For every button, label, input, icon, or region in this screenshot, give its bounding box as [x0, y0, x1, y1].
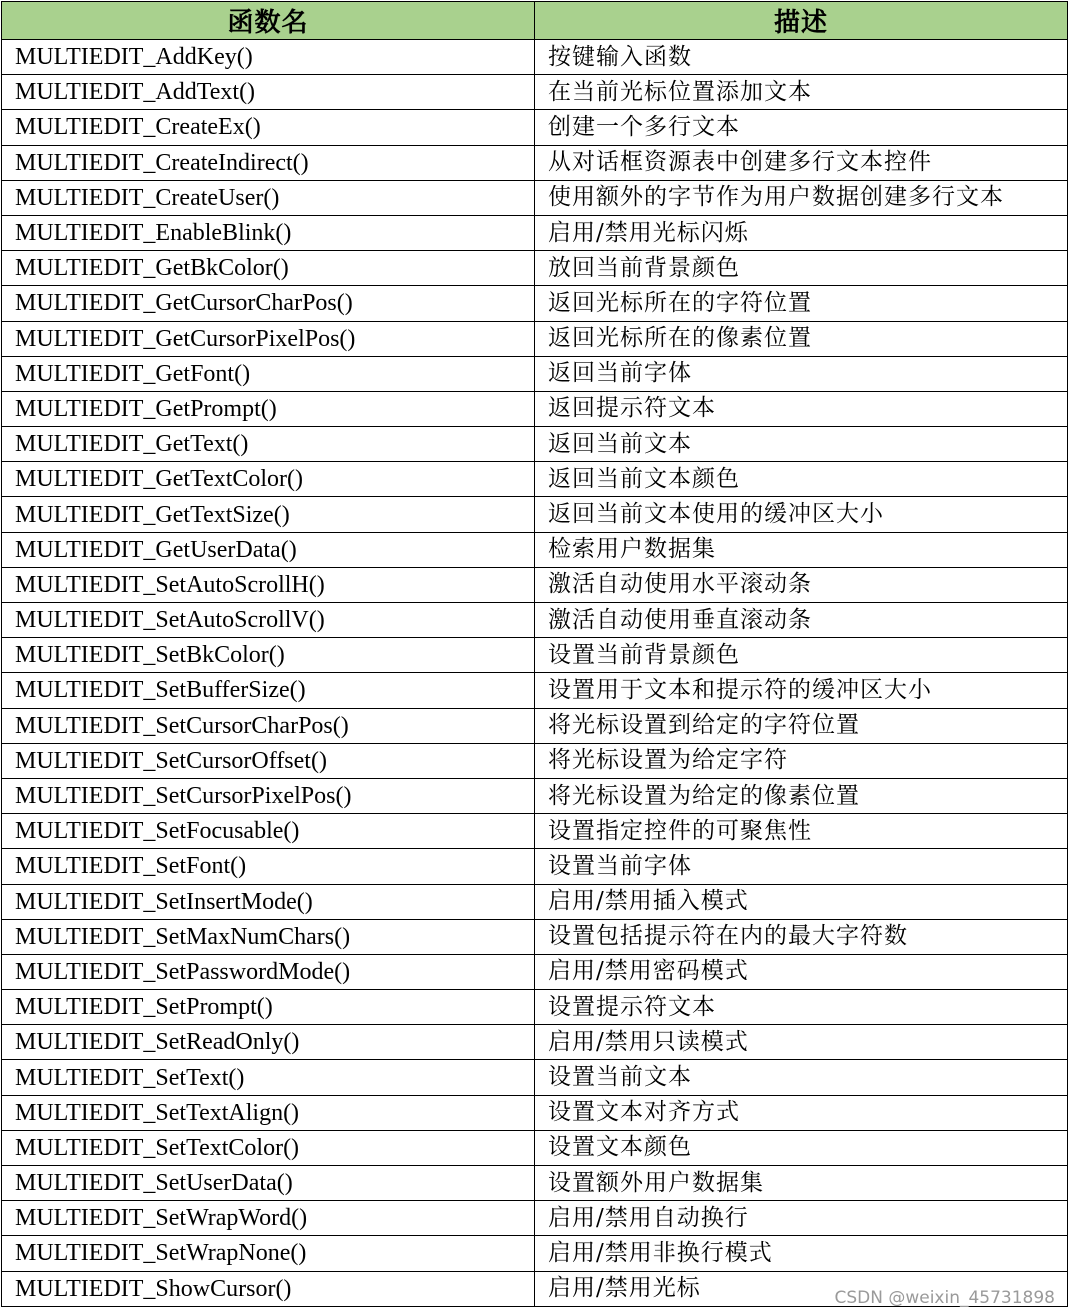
table-row: [2, 497, 1068, 532]
description-cell: 设置文本颜色: [535, 1130, 1068, 1165]
function-name-cell: MULTIEDIT_ShowCursor(): [2, 1271, 535, 1306]
description-cell: 设置指定控件的可聚焦性: [535, 814, 1068, 849]
function-name-cell: MULTIEDIT_GetTextColor(): [2, 462, 535, 497]
table-row: [2, 1130, 1068, 1165]
table-row: [2, 919, 1068, 954]
table-row: [2, 1060, 1068, 1095]
function-name-cell: MULTIEDIT_CreateUser(): [2, 180, 535, 215]
description-cell: 设置包括提示符在内的最大字符数: [535, 919, 1068, 954]
table-row: [2, 673, 1068, 708]
function-name-cell: MULTIEDIT_GetTextSize(): [2, 497, 535, 532]
description-cell: 激活自动使用水平滚动条: [535, 567, 1068, 602]
description-cell: 设置当前文本: [535, 1060, 1068, 1095]
description-cell: 返回光标所在的像素位置: [535, 321, 1068, 356]
table-row: [2, 567, 1068, 602]
function-name-cell: MULTIEDIT_SetBkColor(): [2, 638, 535, 673]
description-cell: 设置提示符文本: [535, 990, 1068, 1025]
function-name-cell: MULTIEDIT_SetPasswordMode(): [2, 954, 535, 989]
function-name-cell: MULTIEDIT_CreateIndirect(): [2, 145, 535, 180]
description-cell: 放回当前背景颜色: [535, 251, 1068, 286]
description-cell: 启用/禁用密码模式: [535, 954, 1068, 989]
function-name-cell: MULTIEDIT_SetFocusable(): [2, 814, 535, 849]
function-name-cell: MULTIEDIT_SetWrapWord(): [2, 1201, 535, 1236]
description-cell: 检索用户数据集: [535, 532, 1068, 567]
function-name-cell: MULTIEDIT_SetPrompt(): [2, 990, 535, 1025]
description-cell: 启用/禁用自动换行: [535, 1201, 1068, 1236]
function-name-cell: MULTIEDIT_GetCursorCharPos(): [2, 286, 535, 321]
table-row: [2, 1025, 1068, 1060]
table-row: [2, 1095, 1068, 1130]
table-row: [2, 954, 1068, 989]
description-cell: 返回光标所在的字符位置: [535, 286, 1068, 321]
function-name-cell: MULTIEDIT_SetCursorOffset(): [2, 743, 535, 778]
table-row: [2, 884, 1068, 919]
function-name-cell: MULTIEDIT_SetReadOnly(): [2, 1025, 535, 1060]
table-row: [2, 1166, 1068, 1201]
table-row: [2, 391, 1068, 426]
function-name-cell: MULTIEDIT_AddText(): [2, 75, 535, 110]
table-row: [2, 75, 1068, 110]
function-name-cell: MULTIEDIT_SetCursorCharPos(): [2, 708, 535, 743]
table-row: [2, 462, 1068, 497]
table-row: [2, 1236, 1068, 1271]
function-name-cell: MULTIEDIT_AddKey(): [2, 40, 535, 75]
table-row: [2, 286, 1068, 321]
description-cell: 按键输入函数: [535, 40, 1068, 75]
header-row: [2, 2, 1068, 40]
function-name-cell: MULTIEDIT_GetBkColor(): [2, 251, 535, 286]
table-row: [2, 321, 1068, 356]
table-row: [2, 180, 1068, 215]
function-name-cell: MULTIEDIT_SetTextColor(): [2, 1130, 535, 1165]
header-function-name: 函数名: [2, 2, 535, 40]
description-cell: 将光标设置为给定字符: [535, 743, 1068, 778]
description-cell: 在当前光标位置添加文本: [535, 75, 1068, 110]
description-cell: 将光标设置到给定的字符位置: [535, 708, 1068, 743]
table-row: [2, 603, 1068, 638]
table-row: [2, 778, 1068, 813]
function-name-cell: MULTIEDIT_SetMaxNumChars(): [2, 919, 535, 954]
description-cell: 启用/禁用光标: [535, 1271, 1068, 1306]
function-name-cell: MULTIEDIT_SetInsertMode(): [2, 884, 535, 919]
table-row: [2, 110, 1068, 145]
description-cell: 将光标设置为给定的像素位置: [535, 778, 1068, 813]
table-row: [2, 1201, 1068, 1236]
description-cell: 返回当前文本使用的缓冲区大小: [535, 497, 1068, 532]
function-name-cell: MULTIEDIT_GetFont(): [2, 356, 535, 391]
table-row: [2, 849, 1068, 884]
description-cell: 创建一个多行文本: [535, 110, 1068, 145]
description-cell: 设置当前字体: [535, 849, 1068, 884]
function-name-cell: MULTIEDIT_CreateEx(): [2, 110, 535, 145]
function-name-cell: MULTIEDIT_SetCursorPixelPos(): [2, 778, 535, 813]
function-name-cell: MULTIEDIT_SetAutoScrollH(): [2, 567, 535, 602]
table-row: [2, 638, 1068, 673]
description-cell: 启用/禁用插入模式: [535, 884, 1068, 919]
function-name-cell: MULTIEDIT_GetCursorPixelPos(): [2, 321, 535, 356]
table-row: [2, 356, 1068, 391]
table-row: [2, 145, 1068, 180]
table-row: [2, 251, 1068, 286]
table-row: [2, 427, 1068, 462]
table-body: [2, 40, 1068, 1307]
description-cell: 激活自动使用垂直滚动条: [535, 603, 1068, 638]
header-description: 描述: [535, 2, 1068, 40]
description-cell: 启用/禁用非换行模式: [535, 1236, 1068, 1271]
function-name-cell: MULTIEDIT_SetUserData(): [2, 1166, 535, 1201]
table-header: [2, 2, 1068, 40]
description-cell: 启用/禁用光标闪烁: [535, 215, 1068, 250]
function-name-cell: MULTIEDIT_SetText(): [2, 1060, 535, 1095]
function-name-cell: MULTIEDIT_EnableBlink(): [2, 215, 535, 250]
watermark: CSDN @weixin_45731898: [834, 1288, 1055, 1308]
function-name-cell: MULTIEDIT_SetTextAlign(): [2, 1095, 535, 1130]
function-name-cell: MULTIEDIT_GetPrompt(): [2, 391, 535, 426]
function-name-cell: MULTIEDIT_GetUserData(): [2, 532, 535, 567]
function-name-cell: MULTIEDIT_SetWrapNone(): [2, 1236, 535, 1271]
function-name-cell: MULTIEDIT_GetText(): [2, 427, 535, 462]
table-row: [2, 814, 1068, 849]
function-name-cell: MULTIEDIT_SetBufferSize(): [2, 673, 535, 708]
description-cell: 设置当前背景颜色: [535, 638, 1068, 673]
table-row: [2, 708, 1068, 743]
function-name-cell: MULTIEDIT_SetFont(): [2, 849, 535, 884]
description-cell: 设置文本对齐方式: [535, 1095, 1068, 1130]
table-row: [2, 40, 1068, 75]
description-cell: 返回当前字体: [535, 356, 1068, 391]
function-table: [1, 1, 1068, 1307]
description-cell: 设置额外用户数据集: [535, 1166, 1068, 1201]
table-row: [2, 743, 1068, 778]
function-name-cell: MULTIEDIT_SetAutoScrollV(): [2, 603, 535, 638]
description-cell: 返回当前文本: [535, 427, 1068, 462]
table-row: [2, 532, 1068, 567]
description-cell: 返回当前文本颜色: [535, 462, 1068, 497]
description-cell: 使用额外的字节作为用户数据创建多行文本: [535, 180, 1068, 215]
description-cell: 返回提示符文本: [535, 391, 1068, 426]
description-cell: 从对话框资源表中创建多行文本控件: [535, 145, 1068, 180]
description-cell: 启用/禁用只读模式: [535, 1025, 1068, 1060]
table-row: [2, 215, 1068, 250]
description-cell: 设置用于文本和提示符的缓冲区大小: [535, 673, 1068, 708]
table-row: [2, 990, 1068, 1025]
